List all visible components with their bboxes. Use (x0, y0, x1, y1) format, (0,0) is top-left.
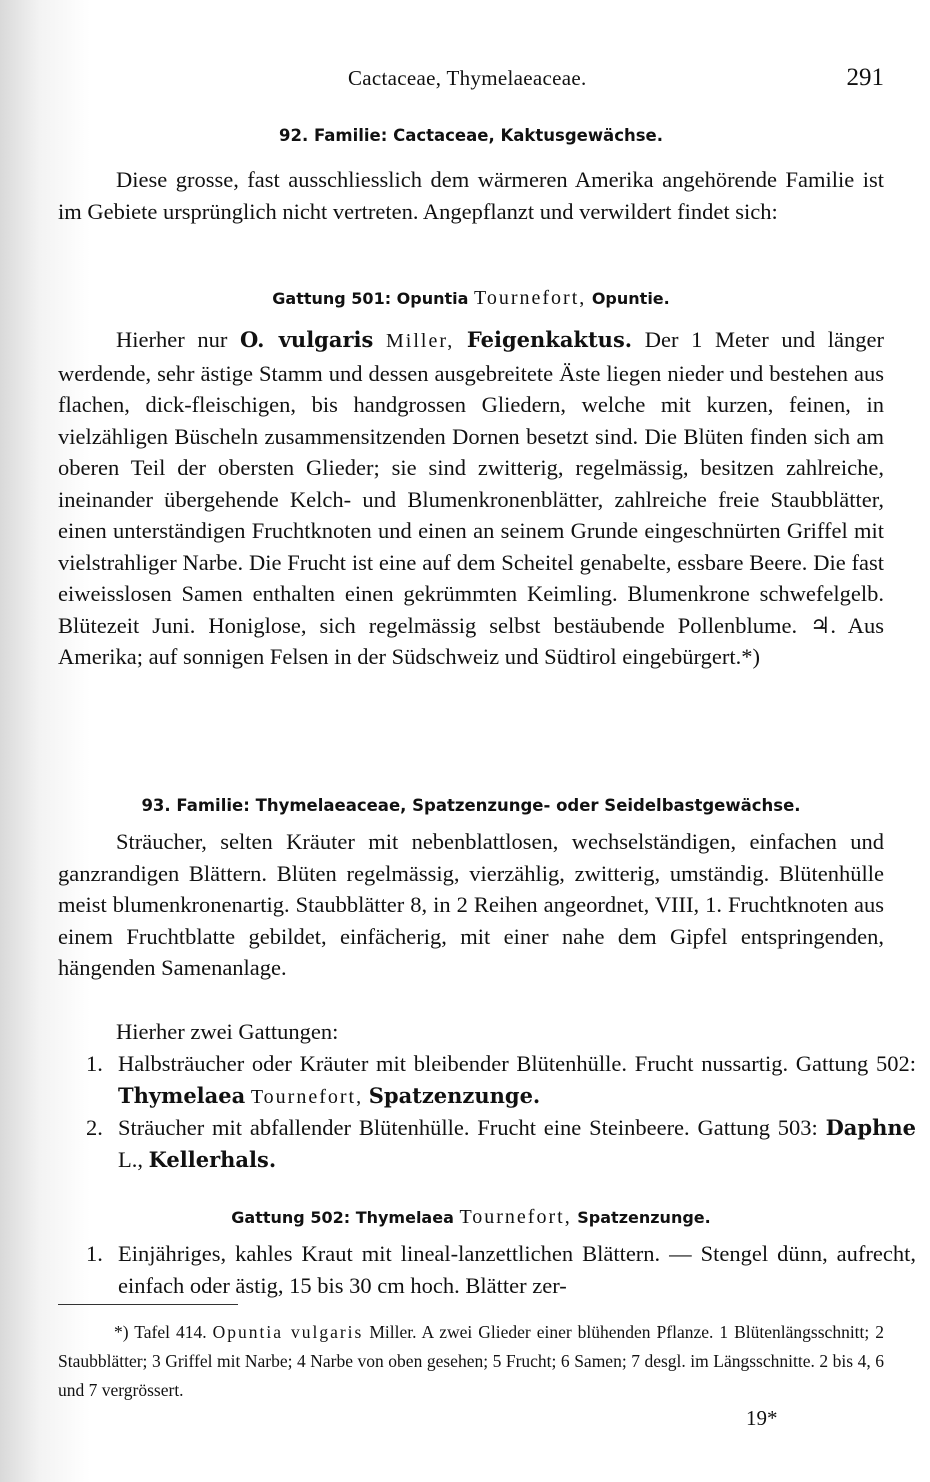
genus-key-name: Daphne (825, 1115, 916, 1140)
genus-key-common: Kellerhals. (148, 1146, 277, 1172)
genus-key-text: Halbsträucher oder Kräuter mit bleibender Blütenhülle. Frucht nussartig. Gattung 502: (118, 1051, 916, 1076)
family-92-number: 92. Familie: (278, 126, 388, 145)
genus-key-number: 1. (86, 1051, 103, 1076)
genus-key-item-2 (86, 1112, 916, 1175)
genus-501-common: Opuntie. (591, 289, 670, 308)
page-number: 291 (846, 64, 884, 91)
genus-key-text: Sträucher mit abfallender Blütenhülle. Frucht eine Steinbeere. Gattung 503: (118, 1115, 818, 1140)
genus-501-label: Gattung 501: (272, 289, 392, 308)
running-head: Cactaceae, Thymelaeaceae. (348, 66, 587, 90)
page-header (58, 64, 884, 100)
genus-501-name: Opuntia (396, 289, 469, 308)
genus-key-author: L., (118, 1146, 143, 1172)
species-name: O. vulgaris (240, 327, 374, 352)
genus-key-common: Spatzenzunge. (368, 1082, 541, 1108)
genus-501-author: Tournefort, (474, 287, 587, 309)
genus-502-heading (58, 1206, 884, 1229)
footnote-text: Miller. A zwei Glieder einer blühenden Pflanze. 1 Blütenlängsschnitt; 2 Staubblätter; 3 Griffel mit Narbe; 4 Narbe von oben gesehen; 5 Frucht; 6 Samen; 7 desgl. im Längsschnitte. 2 bis 4, 6 und 7 vergrössert. (58, 1322, 885, 1400)
genus-502-common: Spatzenzunge. (577, 1208, 711, 1227)
family-92-intro: Diese grosse, fast ausschliesslich dem wärmeren Amerika angehörende Familie ist im Gebiete ursprünglich nicht vertreten. Angepflanzt und verwildert findet sich: (58, 167, 884, 224)
footnote-divider (58, 1304, 238, 1305)
family-93-description: Sträucher, selten Kräuter mit nebenblattlosen, wechselständigen, einfachen und ganzrandigen Blättern. Blüten regelmässig, vierzählig, zwitterig, umständig. Blütenhülle meist blumenkronenartig. Staubblätter 8, in 2 Reihen angeordnet, VIII, 1. Fruchtknoten aus einem Fruchtblatte gebildet, einfächerig, mit einer nahe dem Gipfel entspringenden, hängenden Samenanlage. (58, 829, 884, 980)
species-description (58, 324, 884, 673)
species-author: Miller, (386, 330, 455, 352)
genus-501-heading (58, 287, 884, 310)
genus-key-author: Tournefort, (250, 1085, 364, 1108)
sheet-signature: 19* (746, 1406, 778, 1430)
genus-502-author: Tournefort, (459, 1206, 572, 1228)
genus-key-item-1 (86, 1048, 916, 1113)
species-key-text: Einjähriges, kahles Kraut mit lineal-lanzettlichen Blättern. — Stengel dünn, aufrecht, einfach oder ästig, 15 bis 30 cm hoch. Blätter zer- (118, 1241, 916, 1298)
species-text: Der 1 Meter und länger werdende, sehr ästige Stamm und dessen ausgebreitete Äste liegen nieder und bestehen aus flachen, dick-fleischigen, bis handgrossen Gliedern, welche mit kurzen, feinen, in vielzähligen Büscheln zusammensitzenden Dornen besetzt sind. Die Blüten finden sich am oberen Teil der obersten Glieder; sie sind zwitterig, regelmässig, besitzen zahlreiche, ineinander übergehende Kelch- und Blumenkronenblätter, zahlreiche freie Staubblätter, einen unterständigen Fruchtknoten und einen an seinem Grunde eingeschnürten Griffel mit vielstrahliger Narbe. Die Frucht ist eine auf dem Scheitel genabelte, essbare Beere. Die fast eiweisslosen Samen enthalten einen gekrümmten Keimling. Blumenkrone schwefelgelb. Blütezeit Juni. Honiglose, sich regelmässig selbst bestäubende Pollenblume. ♃. Aus Amerika; auf sonnigen Felsen in der Südschweiz und Südtirol eingebürgert.*) (58, 327, 885, 669)
genus-502-label: Gattung 502: (231, 1208, 351, 1227)
footnote-marker: *) Tafel 414. (114, 1322, 207, 1342)
species-common-name: Feigenkaktus. (466, 327, 633, 352)
family-93-number: 93. Familie: (141, 796, 250, 815)
species-key-item-1 (86, 1238, 916, 1301)
family-93-name: Thymelaeaceae, Spatzenzunge- oder Seidelbastgewächse. (255, 796, 801, 815)
genus-502-name: Thymelaea (355, 1208, 454, 1227)
species-key-number: 1. (86, 1241, 103, 1266)
family-92-name: Cactaceae, Kaktusgewächse. (393, 126, 663, 145)
family-93-heading (58, 796, 884, 815)
footnote-species: Opuntia vulgaris (212, 1322, 364, 1342)
species-lead: Hierher nur (116, 327, 228, 352)
genus-key-name: Thymelaea (118, 1082, 246, 1108)
genera-lead: Hierher zwei Gattungen: (116, 1019, 339, 1044)
footnote (58, 1318, 884, 1405)
genus-key-number: 2. (86, 1115, 103, 1140)
family-92-heading (58, 126, 884, 145)
